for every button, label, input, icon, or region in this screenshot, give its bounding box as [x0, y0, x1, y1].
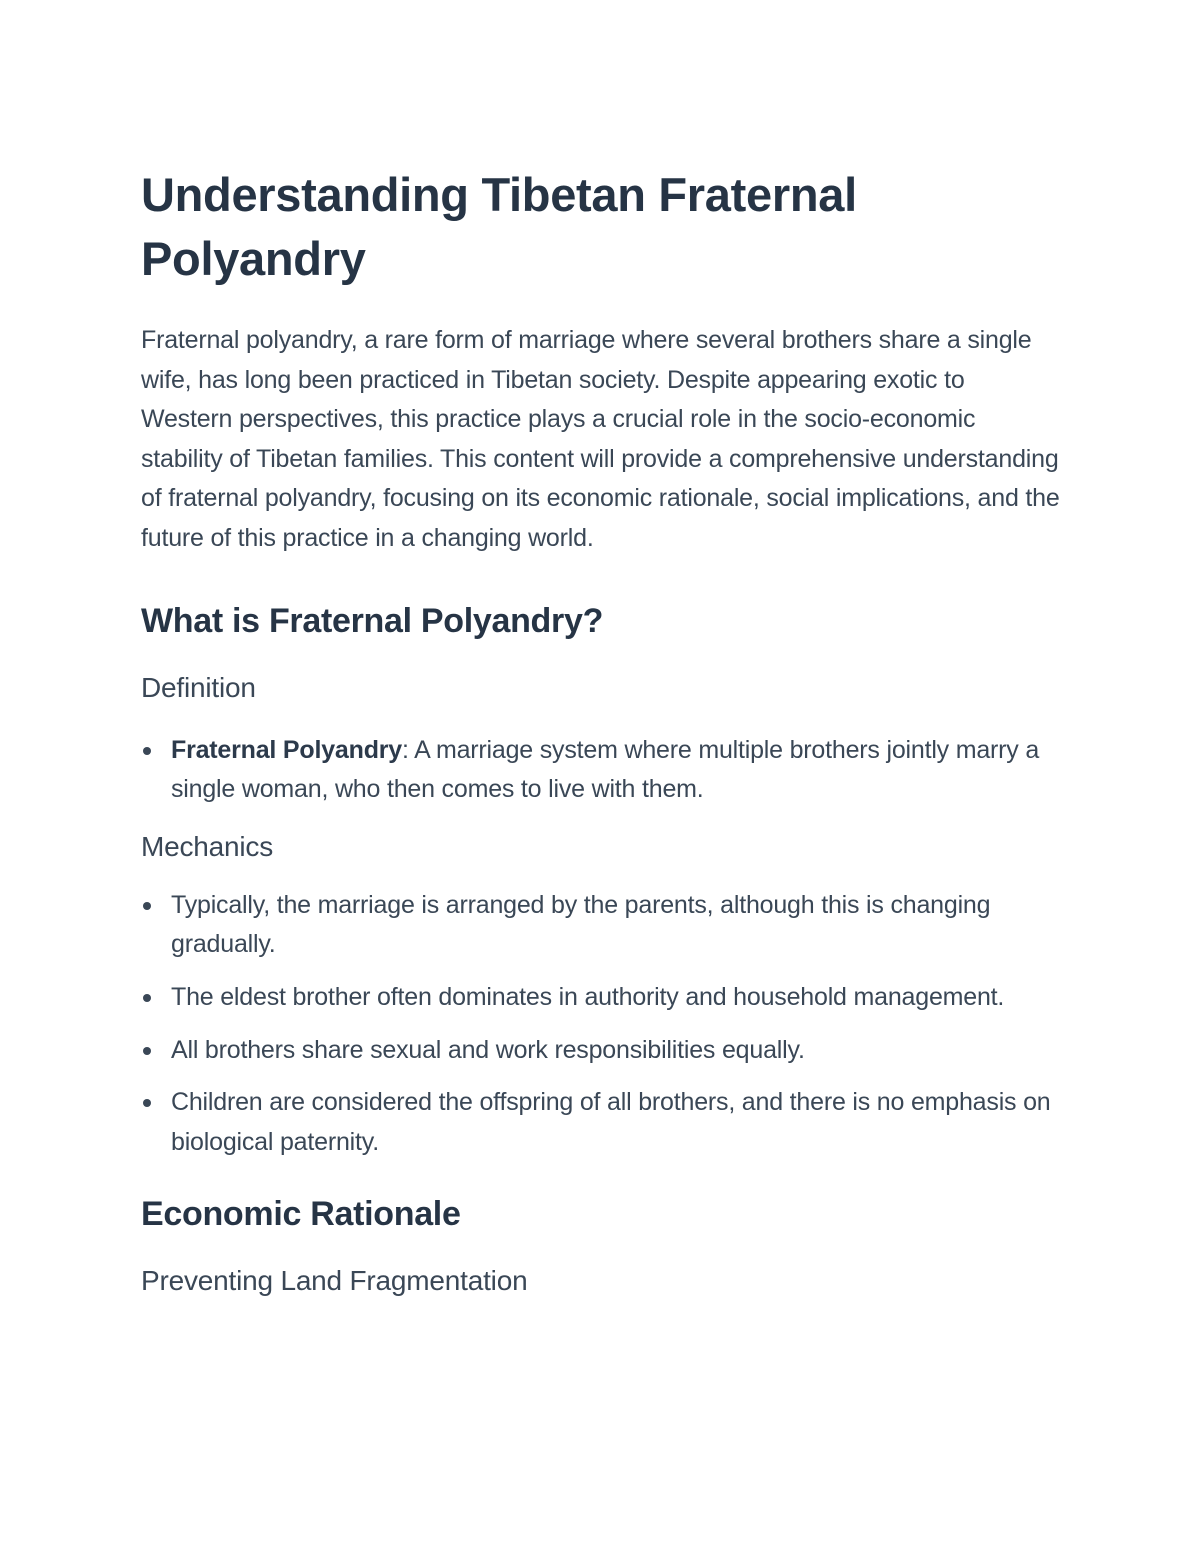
bullet-icon: [143, 994, 151, 1002]
list-item-text: Typically, the marriage is arranged by the parents, although this is changing gradually.: [171, 890, 991, 959]
bullet-icon: [143, 1099, 151, 1107]
bullet-icon: [143, 1047, 151, 1055]
list-item: [141, 1031, 1060, 1071]
definition-list: [141, 731, 1060, 810]
list-item: [141, 886, 1060, 965]
list-item-text: Children are considered the offspring of all brothers, and there is no emphasis on biological paternity.: [171, 1088, 1051, 1156]
subheading-definition: Definition: [141, 671, 256, 703]
definition-term: Fraternal Polyandry: [171, 735, 403, 764]
bullet-icon: [143, 902, 151, 910]
list-item: [141, 1083, 1060, 1162]
mechanics-list: [141, 886, 1060, 1163]
list-item: [141, 731, 1060, 810]
list-item-text: The eldest brother often dominates in authority and household management.: [171, 982, 1005, 1011]
subheading-preventing-land-fragmentation: Preventing Land Fragmentation: [141, 1265, 528, 1297]
section-heading-what-is: What is Fraternal Polyandry?: [141, 601, 604, 640]
bullet-icon: [143, 747, 151, 755]
list-item: [141, 978, 1060, 1018]
list-item-text: All brothers share sexual and work responsibilities equally.: [171, 1035, 805, 1064]
section-heading-economic-rationale: Economic Rationale: [141, 1195, 461, 1234]
definition-text: : A marriage system where multiple brothers jointly marry a single woman, who then comes to live with them.: [171, 735, 1040, 804]
intro-paragraph: Fraternal polyandry, a rare form of marriage where several brothers share a single wife, has long been practiced in Tibetan society. Despite appearing exotic to Western perspectives, this practice plays a crucial role in the socio-economic stability of Tibetan families. This content will provide a comprehensive understanding of fraternal polyandry, focusing on its economic rationale, social implications, and the future of this practice in a changing world.: [141, 326, 1060, 552]
subheading-mechanics: Mechanics: [141, 830, 274, 862]
document-title: Understanding Tibetan Fraternal Polyandry: [141, 168, 857, 285]
